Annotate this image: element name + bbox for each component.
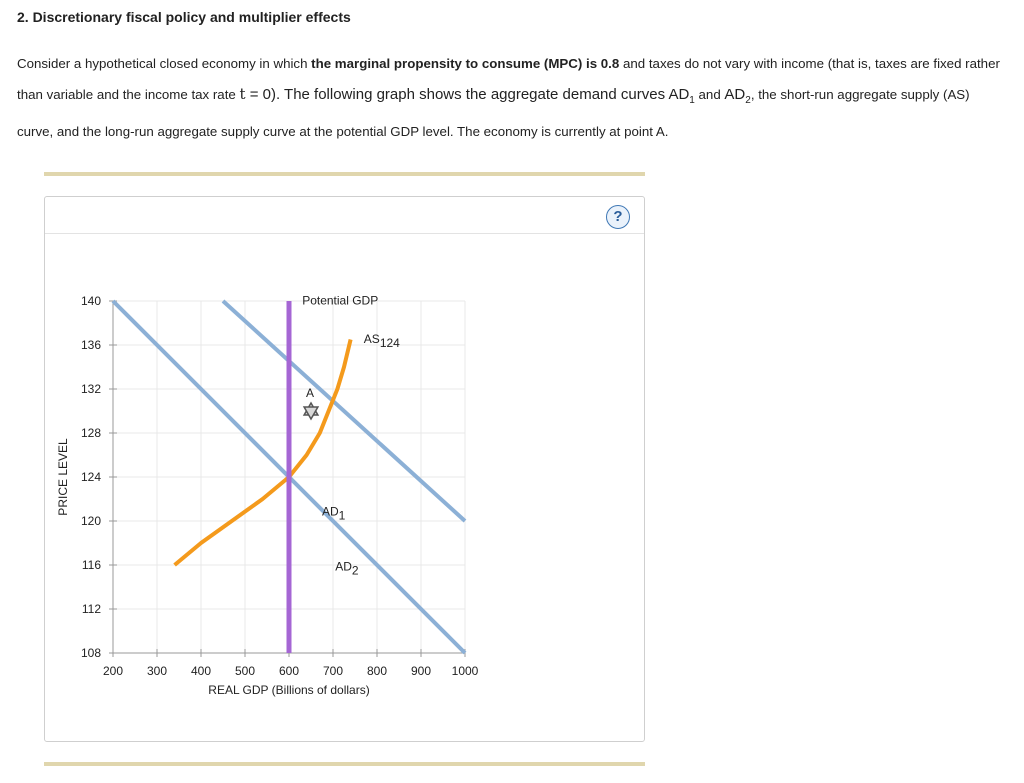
y-tick-label-128: 128 (80, 426, 101, 440)
ad1-label: AD1 (322, 504, 346, 523)
section-divider-bottom (44, 762, 645, 766)
y-tick-label-120: 120 (80, 514, 101, 528)
as-label: AS124 (363, 331, 400, 350)
ad1-curve (223, 301, 465, 521)
y-tick-label-124: 124 (80, 470, 101, 484)
x-tick-label-900: 900 (410, 664, 432, 678)
y-tick-label-116: 116 (81, 558, 101, 572)
y-tick-label-136: 136 (80, 338, 101, 352)
x-tick-label-200: 200 (102, 664, 124, 678)
y-tick-label-140: 140 (80, 294, 101, 308)
x-tick-label-1000: 1000 (451, 664, 479, 678)
ad1-ref: $AD_1$ (668, 86, 695, 106)
y-axis-title: PRICE LEVEL (56, 438, 70, 516)
ad2-ref: $AD_2$ (724, 86, 751, 106)
x-tick-label-700: 700 (322, 664, 344, 678)
y-tick-label-108: 108 (80, 646, 101, 660)
tax-rate-variable: t (239, 85, 246, 103)
aggregate-demand-supply-chart[interactable] (45, 197, 644, 741)
ad2-label: AD2 (335, 559, 359, 578)
y-tick-label-112: 112 (81, 602, 101, 616)
question-text: Consider a hypothetical closed economy in which the marginal propensity to consume (MPC) is 0.8 and taxes do not vary with income (that is, taxes are fixed rather than variable and the income tax rate t = 0). The following graph shows the aggregate demand curves $AD_1$ and $AD_2$, the short-run aggregate supply (AS) curve, and the long-run aggregate supply curve at the potential GDP level. The economy is currently at point A. (17, 56, 1000, 139)
graph-panel (44, 196, 645, 742)
x-tick-label-800: 800 (366, 664, 388, 678)
section-divider-top (44, 172, 645, 176)
point-a-label: A (306, 386, 315, 400)
x-tick-label-300: 300 (146, 664, 168, 678)
potential-gdp-label: Potential GDP (302, 293, 379, 308)
question-title: 2. Discretionary fiscal policy and multiplier effects (17, 9, 351, 25)
mpc-statement: the marginal propensity to consume (MPC) is 0.8 (311, 56, 620, 71)
x-tick-label-400: 400 (190, 664, 212, 678)
x-axis-title: REAL GDP (Billions of dollars) (208, 683, 370, 697)
x-tick-label-500: 500 (234, 664, 256, 678)
x-tick-label-600: 600 (278, 664, 300, 678)
tax-rate-equation: = 0 (245, 86, 271, 103)
y-tick-label-132: 132 (80, 382, 101, 396)
help-button[interactable]: ? (606, 205, 630, 229)
